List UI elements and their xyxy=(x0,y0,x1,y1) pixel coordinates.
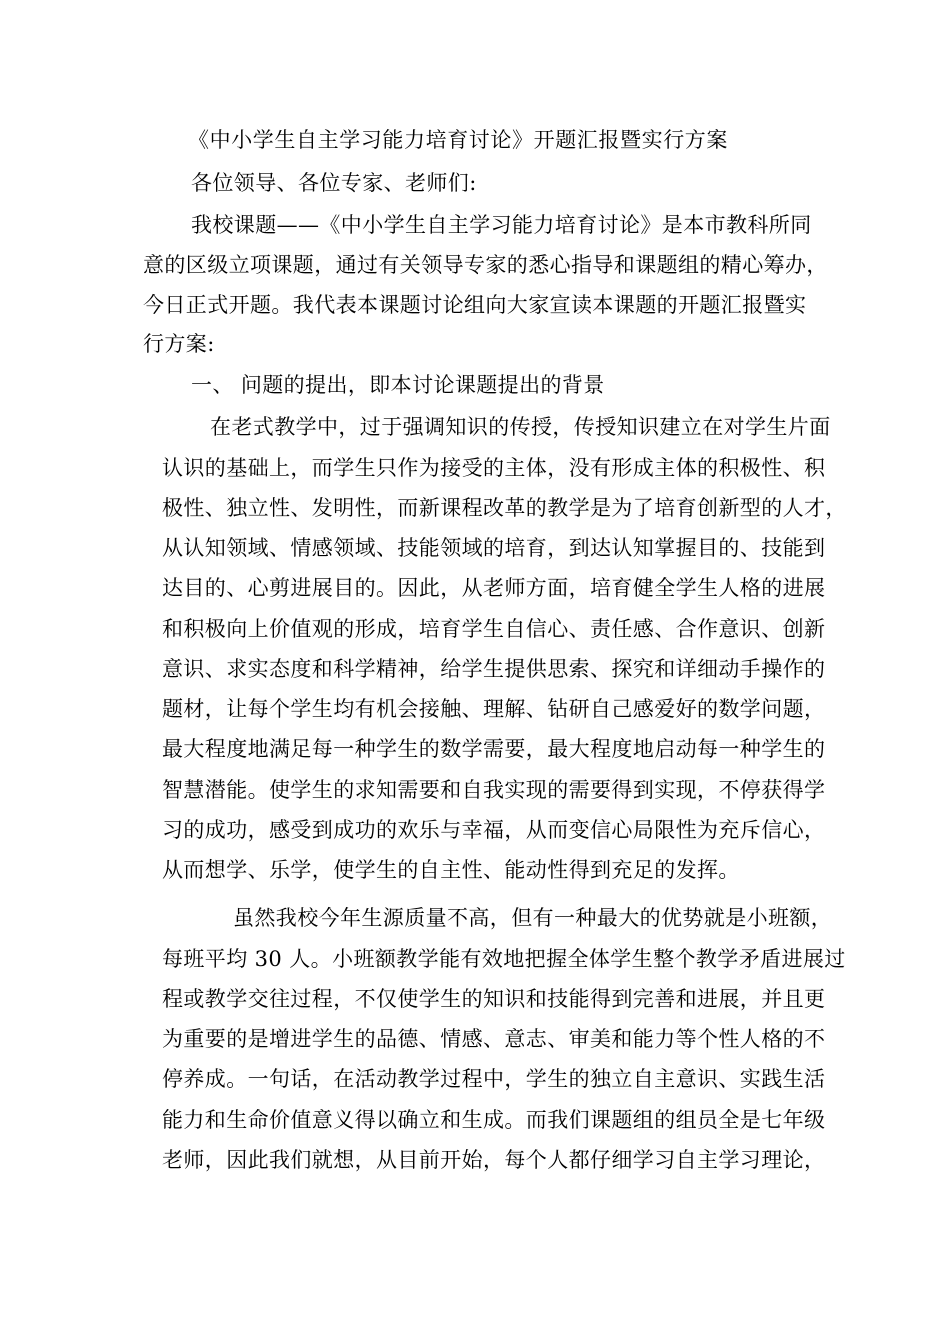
body-line: 停养成。一句话，在活动教学过程中，学生的独立自主意识、实践生活 xyxy=(162,1067,826,1091)
body-line: 题材，让每个学生均有机会接触、理解、钻研自己感爱好的数学问题， xyxy=(162,697,826,721)
body-line: 达目的、心剪进展目的。因此，从老师方面，培育健全学生人格的进展 xyxy=(162,576,826,600)
body-line: 从而想学、乐学，使学生的自主性、能动性得到充足的发挥。 xyxy=(162,858,740,882)
intro-line: 意的区级立项课题，通过有关领导专家的悉心指导和课题组的精心筹办， xyxy=(143,253,828,277)
body-line: 老师，因此我们就想，从目前开始，每个人都仔细学习自主学习理论， xyxy=(162,1148,826,1172)
intro-line: 今日正式开题。我代表本课题讨论组向大家宣读本课题的开题汇报暨实 xyxy=(143,293,807,317)
body-line: 能力和生命价值意义得以确立和生成。而我们课题组的组员全是七年级 xyxy=(162,1108,826,1132)
body-line: 习的成功，感受到成功的欢乐与幸福，从而变信心局限性为充斥信心， xyxy=(162,818,826,842)
intro-line: 行方案: xyxy=(143,332,215,356)
section-heading: 一、 问题的提出，即本讨论课题提出的背景 xyxy=(191,373,605,397)
body-line: 极性、独立性、发明性，而新课程改革的教学是为了培育创新型的人才， xyxy=(162,496,847,520)
body-line: 和积极向上价值观的形成，培育学生自信心、责任感、合作意识、创新 xyxy=(162,617,826,641)
body-line: 每班平均 30 人。小班额教学能有效地把握全体学生整个教学矛盾进展过 xyxy=(162,947,846,971)
body-line: 为重要的是增进学生的品德、情感、意志、审美和能力等个性人格的不 xyxy=(162,1027,826,1051)
body-line: 在老式教学中，过于强调知识的传授，传授知识建立在对学生片面 xyxy=(210,415,831,439)
intro-line: 我校课题——《中小学生自主学习能力培育讨论》是本市教科所同 xyxy=(191,213,812,237)
body-line: 最大程度地满足每一种学生的数学需要，最大程度地启动每一种学生的 xyxy=(162,737,826,761)
body-line: 智慧潜能。使学生的求知需要和自我实现的需要得到实现，不停获得学 xyxy=(162,778,826,802)
body-line: 虽然我校今年生源质量不高，但有一种最大的优势就是小班额， xyxy=(233,906,833,930)
document-title: 《中小学生自主学习能力培育讨论》开题汇报暨实行方案 xyxy=(188,128,728,152)
body-line: 从认知领域、情感领域、技能领域的培育，到达认知掌握目的、技能到 xyxy=(162,536,826,560)
body-line: 认识的基础上，而学生只作为接受的主体，没有形成主体的积极性、积 xyxy=(162,456,826,480)
greeting: 各位领导、各位专家、老师们: xyxy=(191,171,477,195)
body-line: 意识、求实态度和科学精神，给学生提供思索、探究和详细动手操作的 xyxy=(162,657,826,681)
body-line: 程或教学交往过程，不仅使学生的知识和技能得到完善和进展，并且更 xyxy=(162,987,826,1011)
